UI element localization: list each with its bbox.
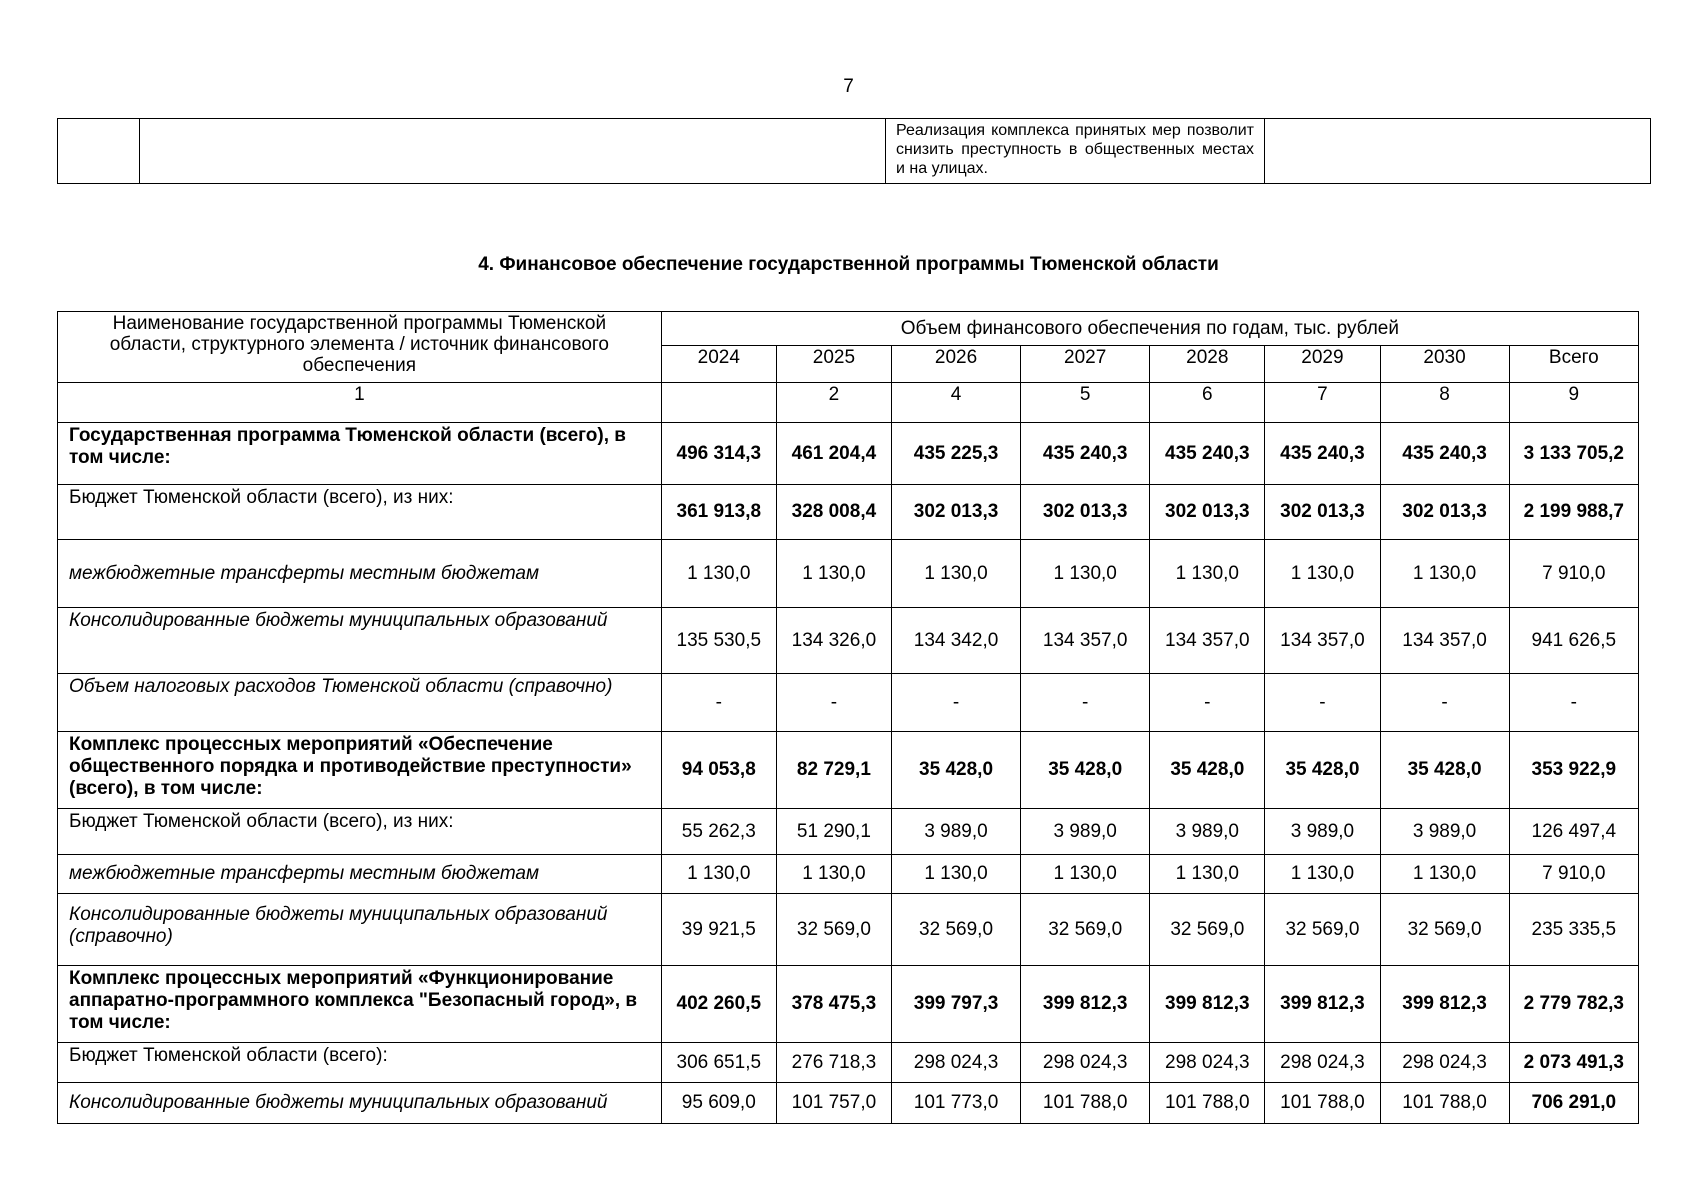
value-cell: 276 718,3 (776, 1043, 891, 1083)
value-cell: 134 326,0 (776, 608, 891, 674)
value-cell: 55 262,3 (661, 809, 776, 855)
value-cell: 1 130,0 (1380, 855, 1509, 894)
table-row (58, 732, 1639, 809)
col-number-cell: 7 (1265, 383, 1380, 423)
value-cell: 1 130,0 (1021, 855, 1150, 894)
row-name-cell: Консолидированные бюджеты муниципальных образований (58, 608, 662, 674)
table-row (58, 674, 1639, 732)
table-row (58, 485, 1639, 540)
header-name-cell: Наименование государственной программы Тюменской области, структурного элемента / источник финансового обеспечения (58, 312, 662, 383)
value-cell: 496 314,3 (661, 423, 776, 485)
value-cell: 1 130,0 (1265, 855, 1380, 894)
value-cell: 306 651,5 (661, 1043, 776, 1083)
value-cell: 101 788,0 (1021, 1083, 1150, 1124)
value-cell: 399 812,3 (1021, 966, 1150, 1043)
header-group-title: Объем финансового обеспечения по годам, тыс. рублей (661, 312, 1638, 346)
value-cell-total: 3 133 705,2 (1509, 423, 1638, 485)
header-row-group (58, 312, 1639, 346)
continuation-table (57, 118, 1651, 184)
value-cell: - (776, 674, 891, 732)
value-cell: 328 008,4 (776, 485, 891, 540)
value-cell: 134 357,0 (1150, 608, 1265, 674)
row-name-cell: Бюджет Тюменской области (всего): (58, 1043, 662, 1083)
header-year-cell: 2028 (1150, 346, 1265, 383)
value-cell: 1 130,0 (776, 540, 891, 608)
row-name-cell: межбюджетные трансферты местным бюджетам (58, 540, 662, 608)
value-cell: 1 130,0 (1265, 540, 1380, 608)
section-title: 4. Финансовое обеспечение государственной программы Тюменской области (478, 254, 1219, 275)
value-cell: 32 569,0 (776, 894, 891, 966)
table-row (58, 894, 1639, 966)
value-cell: 101 788,0 (1380, 1083, 1509, 1124)
value-cell: 3 989,0 (1021, 809, 1150, 855)
value-cell: 399 797,3 (891, 966, 1020, 1043)
financing-table (57, 311, 1639, 1124)
table-row (58, 423, 1639, 485)
value-cell-total: 353 922,9 (1509, 732, 1638, 809)
header-total-cell: Всего (1509, 346, 1638, 383)
row-name-cell: межбюджетные трансферты местным бюджетам (58, 855, 662, 894)
value-cell: 302 013,3 (1265, 485, 1380, 540)
value-cell-total: 2 199 988,7 (1509, 485, 1638, 540)
value-cell: - (1265, 674, 1380, 732)
value-cell: 134 342,0 (891, 608, 1020, 674)
value-cell: 298 024,3 (1380, 1043, 1509, 1083)
value-cell: 135 530,5 (661, 608, 776, 674)
value-cell: 435 240,3 (1265, 423, 1380, 485)
header-year-cell: 2029 (1265, 346, 1380, 383)
row-name-cell: Государственная программа Тюменской области (всего), в том числе: (58, 423, 662, 485)
value-cell: 361 913,8 (661, 485, 776, 540)
continuation-row (58, 119, 1651, 184)
table-row (58, 809, 1639, 855)
value-cell: 35 428,0 (1380, 732, 1509, 809)
value-cell: 94 053,8 (661, 732, 776, 809)
table-row (58, 1043, 1639, 1083)
value-cell: 298 024,3 (1021, 1043, 1150, 1083)
value-cell: 399 812,3 (1265, 966, 1380, 1043)
header-year-cell: 2025 (776, 346, 891, 383)
col-number-cell: 6 (1150, 383, 1265, 423)
header-year-cell: 2030 (1380, 346, 1509, 383)
row-name-cell: Объем налоговых расходов Тюменской области (справочно) (58, 674, 662, 732)
header-year-cell: 2027 (1021, 346, 1150, 383)
value-cell: 35 428,0 (891, 732, 1020, 809)
row-name-cell: Комплекс процессных мероприятий «Функционирование аппаратно-программного комплекса "Безопасный город», в том числе: (58, 966, 662, 1043)
value-cell: 302 013,3 (1380, 485, 1509, 540)
value-cell: 101 757,0 (776, 1083, 891, 1124)
value-cell: 82 729,1 (776, 732, 891, 809)
value-cell: 1 130,0 (661, 855, 776, 894)
value-cell: 134 357,0 (1265, 608, 1380, 674)
table-row (58, 540, 1639, 608)
value-cell: 1 130,0 (1150, 855, 1265, 894)
value-cell: 1 130,0 (1021, 540, 1150, 608)
value-cell: 32 569,0 (1265, 894, 1380, 966)
value-cell: - (661, 674, 776, 732)
row-name-cell: Комплекс процессных мероприятий «Обеспечение общественного порядка и противодействие преступности» (всего), в том числе: (58, 732, 662, 809)
value-cell: 101 773,0 (891, 1083, 1020, 1124)
col-number-cell: 1 (58, 383, 662, 423)
value-cell-total: 126 497,4 (1509, 809, 1638, 855)
value-cell: 101 788,0 (1265, 1083, 1380, 1124)
value-cell: 1 130,0 (891, 540, 1020, 608)
value-cell: 435 240,3 (1021, 423, 1150, 485)
col-number-cell: 5 (1021, 383, 1150, 423)
value-cell: 101 788,0 (1150, 1083, 1265, 1124)
value-cell: 298 024,3 (1265, 1043, 1380, 1083)
value-cell: 3 989,0 (1380, 809, 1509, 855)
value-cell: 134 357,0 (1021, 608, 1150, 674)
value-cell-total: 706 291,0 (1509, 1083, 1638, 1124)
value-cell: - (1021, 674, 1150, 732)
value-cell: 302 013,3 (1150, 485, 1265, 540)
value-cell-total: 7 910,0 (1509, 540, 1638, 608)
value-cell: 32 569,0 (1021, 894, 1150, 966)
value-cell: 1 130,0 (776, 855, 891, 894)
col-number-cell: 2 (776, 383, 891, 423)
value-cell-total: 941 626,5 (1509, 608, 1638, 674)
value-cell: 32 569,0 (891, 894, 1020, 966)
continuation-cell-name (140, 119, 886, 184)
value-cell: 435 240,3 (1150, 423, 1265, 485)
header-row-col-numbers (58, 383, 1639, 423)
value-cell: 378 475,3 (776, 966, 891, 1043)
value-cell: 402 260,5 (661, 966, 776, 1043)
value-cell: 32 569,0 (1150, 894, 1265, 966)
value-cell: 3 989,0 (1150, 809, 1265, 855)
value-cell: 1 130,0 (661, 540, 776, 608)
value-cell: 3 989,0 (1265, 809, 1380, 855)
value-cell-total: 2 073 491,3 (1509, 1043, 1638, 1083)
col-number-cell: 8 (1380, 383, 1509, 423)
value-cell: 461 204,4 (776, 423, 891, 485)
value-cell: - (891, 674, 1020, 732)
value-cell: 32 569,0 (1380, 894, 1509, 966)
continuation-cell-result (886, 119, 1265, 184)
value-cell: 39 921,5 (661, 894, 776, 966)
value-cell: 298 024,3 (891, 1043, 1020, 1083)
value-cell: 35 428,0 (1265, 732, 1380, 809)
row-name-cell: Консолидированные бюджеты муниципальных образований (58, 1083, 662, 1124)
row-name-cell: Консолидированные бюджеты муниципальных образований (справочно) (58, 894, 662, 966)
row-name-cell: Бюджет Тюменской области (всего), из них: (58, 809, 662, 855)
header-year-cell: 2026 (891, 346, 1020, 383)
value-cell: 302 013,3 (891, 485, 1020, 540)
value-cell: - (1380, 674, 1509, 732)
value-cell: 1 130,0 (891, 855, 1020, 894)
header-year-cell: 2024 (661, 346, 776, 383)
value-cell: - (1150, 674, 1265, 732)
continuation-cell-extra (1265, 119, 1651, 184)
continuation-result-text: Реализация комплекса принятых мер позволит снизить преступность в общественных местах и на улицах. (896, 122, 1254, 177)
value-cell: 51 290,1 (776, 809, 891, 855)
table-row (58, 855, 1639, 894)
value-cell: 399 812,3 (1150, 966, 1265, 1043)
value-cell-total: 2 779 782,3 (1509, 966, 1638, 1043)
value-cell: 435 240,3 (1380, 423, 1509, 485)
value-cell: 298 024,3 (1150, 1043, 1265, 1083)
value-cell: 3 989,0 (891, 809, 1020, 855)
value-cell: 1 130,0 (1380, 540, 1509, 608)
page-number: 7 (843, 76, 854, 97)
col-number-cell: 9 (1509, 383, 1638, 423)
value-cell-total: 7 910,0 (1509, 855, 1638, 894)
continuation-cell-number (58, 119, 140, 184)
table-row (58, 608, 1639, 674)
value-cell: 35 428,0 (1150, 732, 1265, 809)
value-cell: 435 225,3 (891, 423, 1020, 485)
value-cell: 1 130,0 (1150, 540, 1265, 608)
col-number-cell (661, 383, 776, 423)
table-row (58, 966, 1639, 1043)
value-cell: 134 357,0 (1380, 608, 1509, 674)
value-cell: 399 812,3 (1380, 966, 1509, 1043)
value-cell-total: - (1509, 674, 1638, 732)
col-number-cell: 4 (891, 383, 1020, 423)
value-cell: 35 428,0 (1021, 732, 1150, 809)
value-cell: 302 013,3 (1021, 485, 1150, 540)
value-cell: 95 609,0 (661, 1083, 776, 1124)
table-row (58, 1083, 1639, 1124)
row-name-cell: Бюджет Тюменской области (всего), из них: (58, 485, 662, 540)
value-cell-total: 235 335,5 (1509, 894, 1638, 966)
